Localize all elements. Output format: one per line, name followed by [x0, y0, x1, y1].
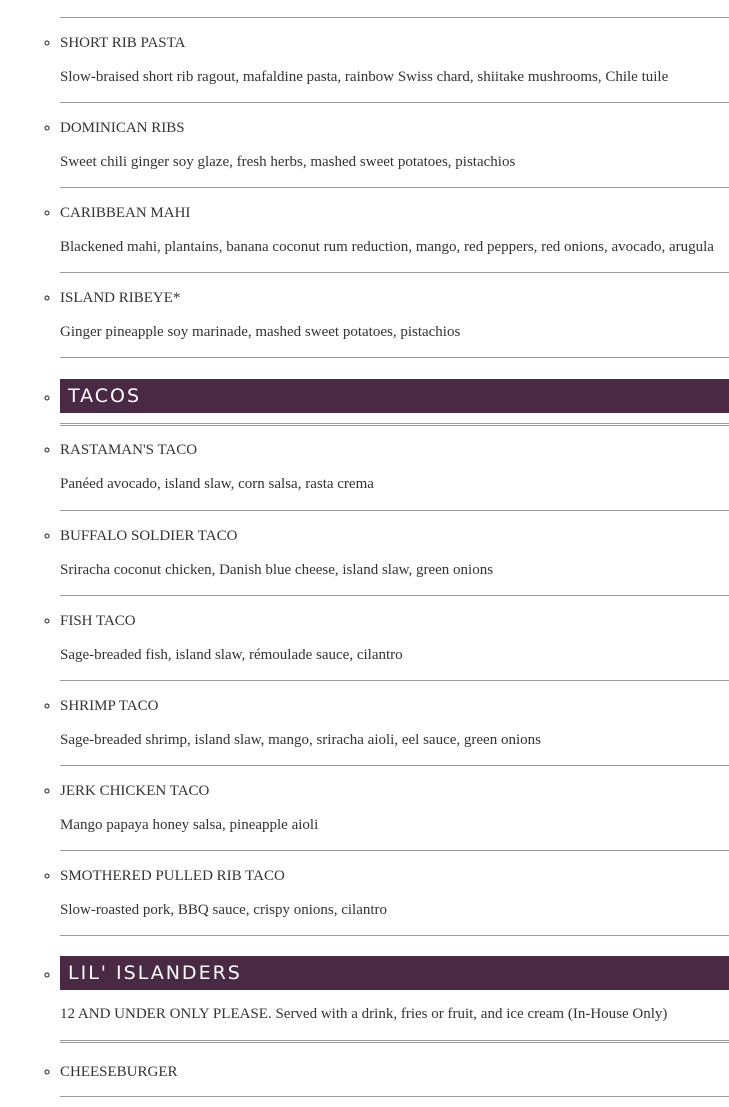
- section-title: ◦ LIL' ISLANDERS: [60, 956, 729, 990]
- section-note: 12 AND UNDER ONLY PLEASE. Served with a drink, fries or fruit, and ice cream (In-House Only): [60, 1006, 668, 1022]
- menu-item: [60, 766, 729, 851]
- item-description: Mango papaya honey salsa, pineapple aioli: [60, 817, 319, 833]
- item-description: Blackened mahi, plantains, banana coconut rum reduction, mango, red peppers, red onions, avocado, arugula: [60, 239, 714, 255]
- section-title: ◦ TACOS: [60, 379, 729, 413]
- menu-item: [60, 511, 729, 596]
- item-name: ◦ RASTAMAN'S TACO: [60, 442, 198, 458]
- item-description: Slow-braised short rib ragout, mafaldine pasta, rainbow Swiss chard, shiitake mushrooms, Chile tuile: [60, 69, 669, 85]
- menu-item: [60, 1043, 729, 1103]
- item-name: ◦ SMOTHERED PULLED RIB TACO: [60, 868, 285, 884]
- menu-item: [60, 681, 729, 766]
- item-name: ◦ JERK CHICKEN TACO: [60, 783, 210, 799]
- menu-list: [0, 18, 729, 1103]
- menu-item: [60, 273, 729, 358]
- menu-item: [60, 103, 729, 188]
- item-description: Sweet chili ginger soy glaze, fresh herbs, mashed sweet potatoes, pistachios: [60, 154, 516, 170]
- menu-item: [60, 596, 729, 681]
- item-description: Slow-roasted pork, BBQ sauce, crispy onions, cilantro: [60, 902, 388, 918]
- item-name: ◦ SHORT RIB PASTA: [60, 35, 186, 51]
- item-name: ◦ CHEESEBURGER: [60, 1064, 178, 1080]
- item-name: ◦ SHRIMP TACO: [60, 698, 159, 714]
- item-description: Sage-breaded shrimp, island slaw, mango, sriracha aioli, eel sauce, green onions: [60, 732, 541, 748]
- menu-item: [60, 426, 729, 511]
- item-description: Sage-breaded fish, island slaw, rémoulade sauce, cilantro: [60, 647, 403, 663]
- menu-item: [60, 188, 729, 273]
- item-name: ◦ ISLAND RIBEYE*: [60, 290, 181, 306]
- menu-item: [60, 18, 729, 103]
- menu-item: [60, 851, 729, 936]
- section-tacos: [60, 358, 729, 426]
- item-description: Ginger pineapple soy marinade, mashed sweet potatoes, pistachios: [60, 324, 461, 340]
- item-description: Sriracha coconut chicken, Danish blue cheese, island slaw, green onions: [60, 562, 494, 578]
- item-name: ◦ DOMINICAN RIBS: [60, 120, 185, 136]
- item-description: Panéed avocado, island slaw, corn salsa, rasta crema: [60, 476, 374, 492]
- item-name: ◦ BUFFALO SOLDIER TACO: [60, 528, 238, 544]
- item-name: ◦ CARIBBEAN MAHI: [60, 205, 191, 221]
- item-name: ◦ FISH TACO: [60, 613, 136, 629]
- section-lil-islanders: [60, 936, 729, 1043]
